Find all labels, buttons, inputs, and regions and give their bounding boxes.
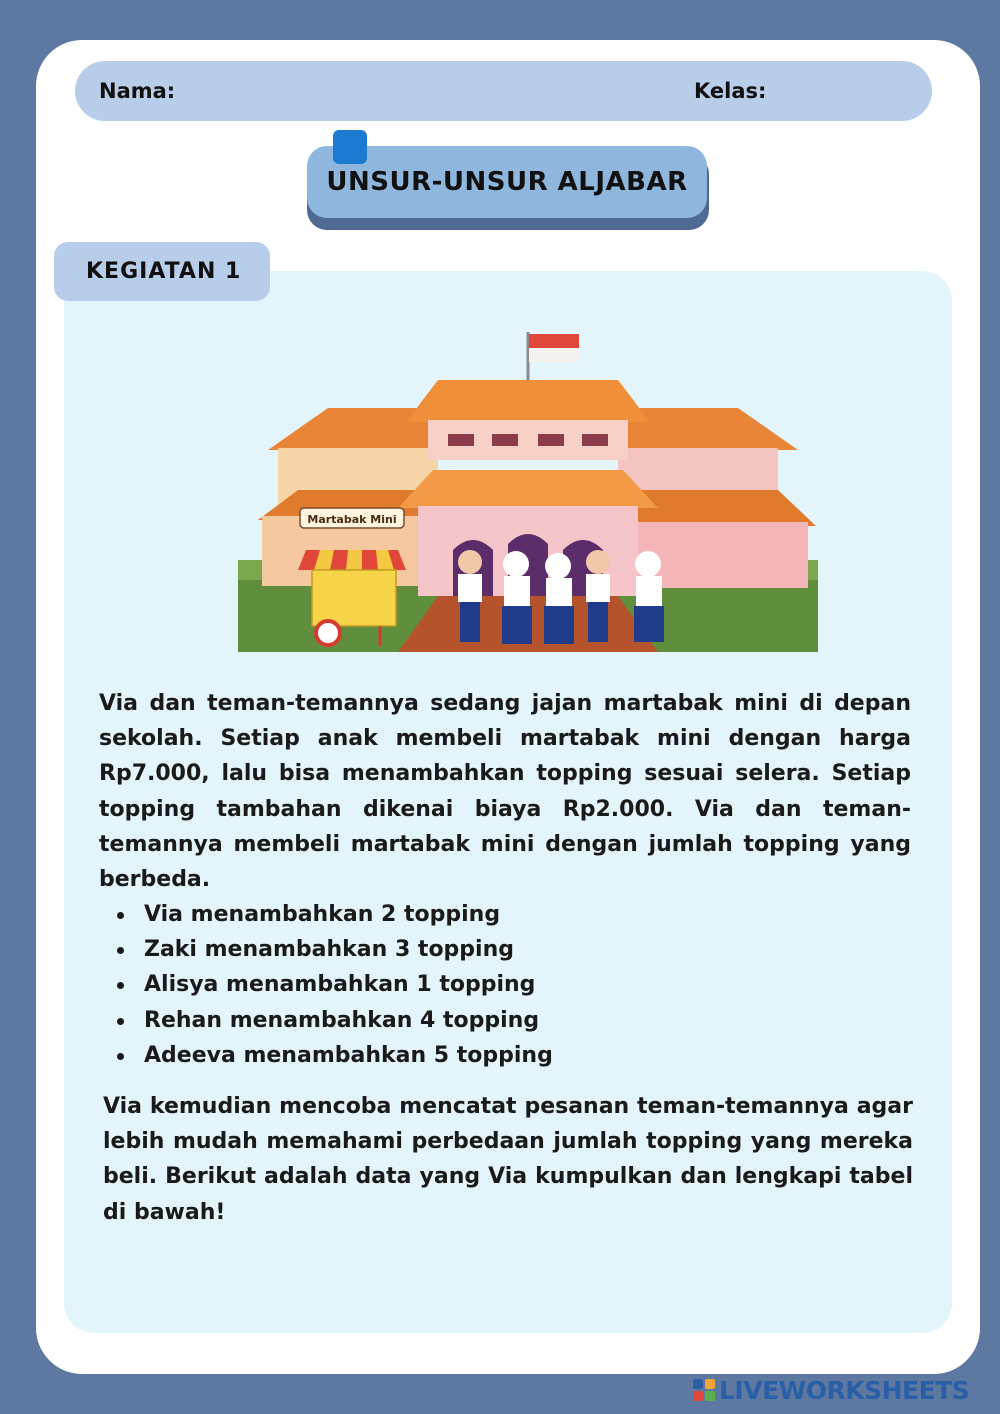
- logo-text: LIVEWORKSHEETS: [719, 1375, 970, 1405]
- school-illustration: [238, 330, 818, 652]
- cart-sign-text: Martabak Mini: [307, 513, 397, 526]
- cart-wheel: [316, 621, 340, 645]
- liveworksheets-logo[interactable]: [693, 1376, 969, 1404]
- list-item: Alisya menambahkan 1 topping: [99, 967, 553, 1002]
- student-info-bar: [75, 61, 932, 121]
- logo-grid-icon: [693, 1379, 715, 1401]
- title-box: [307, 146, 707, 218]
- child-5: [634, 551, 664, 642]
- kelas-label: Kelas:: [694, 79, 767, 103]
- title-banner: [307, 130, 709, 234]
- intro-paragraph: Via dan teman-temannya sedang jajan martabak mini di depan sekolah. Setiap anak membeli martabak mini dengan harga Rp7.000, lalu bisa menambahkan topping sesuai selera. Setiap topping tambahan dikenai biaya Rp2.000. Via dan teman-temannya membeli martabak mini dengan jumlah topping yang berbeda.: [99, 691, 911, 893]
- child-3: [544, 553, 574, 644]
- title-accent-square: [333, 130, 367, 164]
- list-item: Rehan menambahkan 4 topping: [99, 1003, 553, 1038]
- list-item: Adeeva menambahkan 5 topping: [99, 1038, 553, 1073]
- list-item: Zaki menambahkan 3 topping: [99, 932, 553, 967]
- child-2: [502, 551, 532, 644]
- nama-label: Nama:: [99, 79, 176, 103]
- flag-icon: [529, 334, 579, 348]
- cart-body: [312, 570, 396, 626]
- section-label: KEGIATAN 1: [86, 259, 242, 284]
- topping-list: [99, 897, 553, 1073]
- instruction-paragraph: Via kemudian mencoba mencatat pesanan teman-temannya agar lebih mudah memahami perbedaan jumlah topping yang mereka beli. Berikut adalah data yang Via kumpulkan dan lengkapi tabel di bawah!: [103, 1094, 913, 1225]
- child-1: [458, 550, 482, 642]
- section-tab: [54, 242, 270, 301]
- page-title: UNSUR-UNSUR ALJABAR: [326, 167, 688, 197]
- list-item: Via menambahkan 2 topping: [99, 897, 553, 932]
- child-4: [586, 550, 610, 642]
